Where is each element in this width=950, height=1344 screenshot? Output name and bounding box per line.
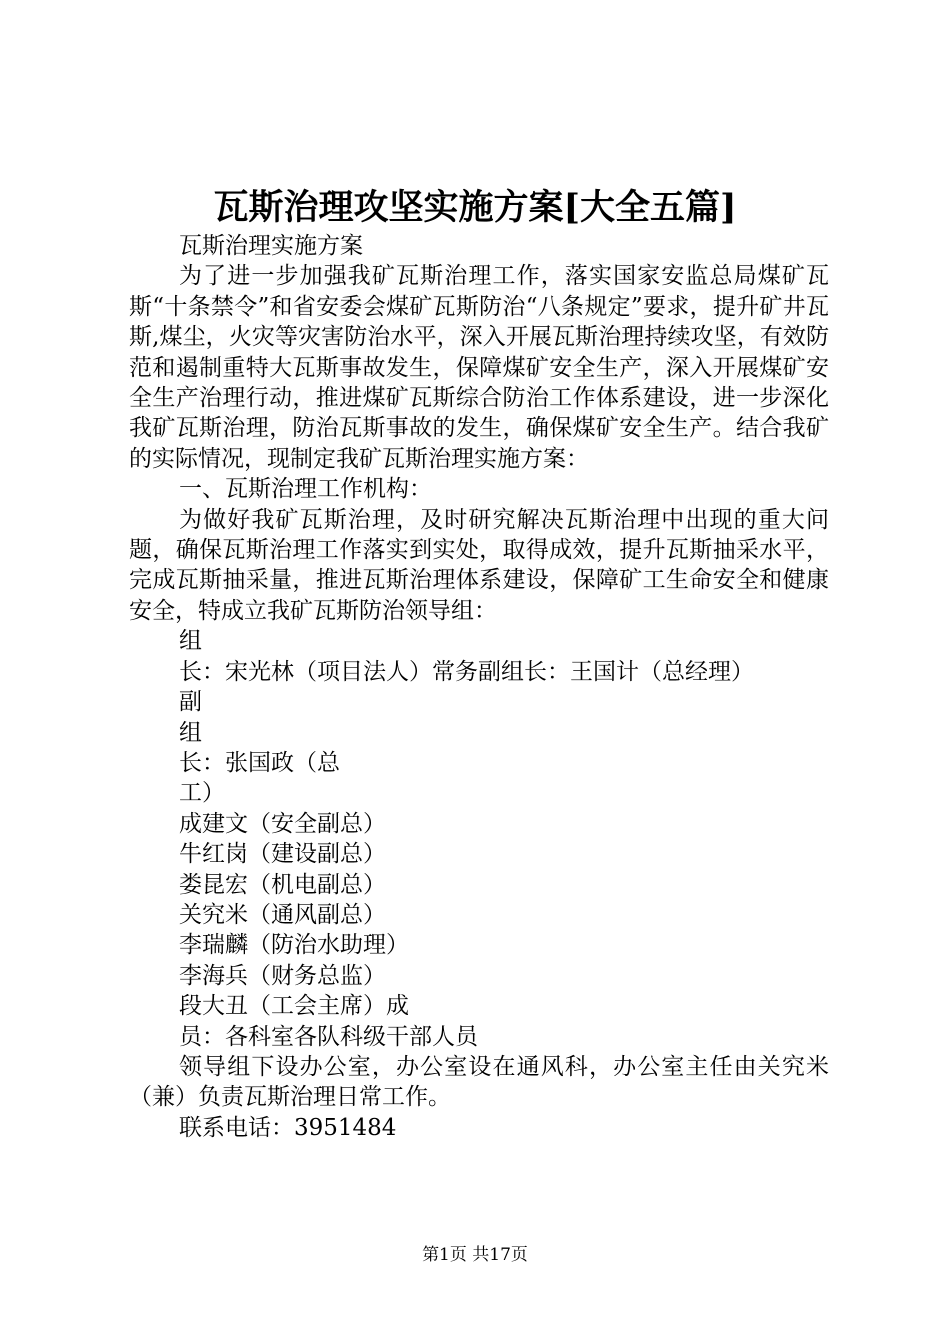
- roster-line: 段大丑（工会主席）成: [179, 993, 409, 1020]
- page-footer: 第1页 共17页: [422, 1245, 528, 1265]
- subtitle: 瓦斯治理实施方案: [179, 233, 363, 259]
- roster-line: 李海兵（财务总监）: [179, 962, 386, 989]
- document-title: 瓦斯治理攻坚实施方案[大全五篇]: [213, 187, 737, 228]
- roster-line: 员：各科室各队科级干部人员: [179, 1023, 478, 1050]
- office-paragraph: 领导组下设办公室，办公室设在通风科，办公室主任由关究米（兼）负责瓦斯治理日常工作。: [129, 1053, 829, 1111]
- section-paragraph: 为做好我矿瓦斯治理，及时研究解决瓦斯治理中出现的重大问题，确保瓦斯治理工作落实到实处，取得成效，提升瓦斯抽采水平，完成瓦斯抽采量，推进瓦斯治理体系建设，保障矿工生命安全和健康安全，特成立我矿瓦斯防治领导组：: [129, 506, 829, 624]
- roster-list: [129, 626, 829, 1052]
- roster-line: 副: [179, 689, 202, 716]
- roster-line: 关究米（通风副总）: [179, 901, 386, 928]
- roster-line: 组: [179, 628, 202, 655]
- roster-line: 牛红岗（建设副总）: [179, 841, 386, 868]
- intro-paragraph: 为了进一步加强我矿瓦斯治理工作，落实国家安监总局煤矿瓦斯“十条禁令”和省安委会煤矿瓦斯防治“八条规定”要求，提升矿井瓦斯,煤尘，火灾等灾害防治水平，深入开展瓦斯治理持续攻坚，有效防范和遏制重特大瓦斯事故发生，保障煤矿安全生产，深入开展煤矿安全生产治理行动，推进煤矿瓦斯综合防治工作体系建设，进一步深化我矿瓦斯治理，防治瓦斯事故的发生，确保煤矿安全生产。结合我矿的实际情况，现制定我矿瓦斯治理实施方案：: [129, 263, 829, 472]
- contact-line: 联系电话：3951484: [179, 1114, 397, 1141]
- roster-line: 长：张国政（总: [179, 749, 340, 776]
- roster-line: 娄昆宏（机电副总）: [179, 871, 386, 898]
- section-heading: 一、瓦斯治理工作机构：: [179, 476, 432, 503]
- roster-line: 李瑞麟（防治水助理）: [179, 932, 409, 959]
- roster-line: 工）: [179, 780, 225, 807]
- roster-line: 成建文（安全副总）: [179, 810, 386, 837]
- document-body: [129, 231, 829, 1143]
- roster-line: 长：宋光林（项目法人）常务副组长：王国计（总经理）: [179, 658, 754, 685]
- roster-line: 组: [179, 719, 202, 746]
